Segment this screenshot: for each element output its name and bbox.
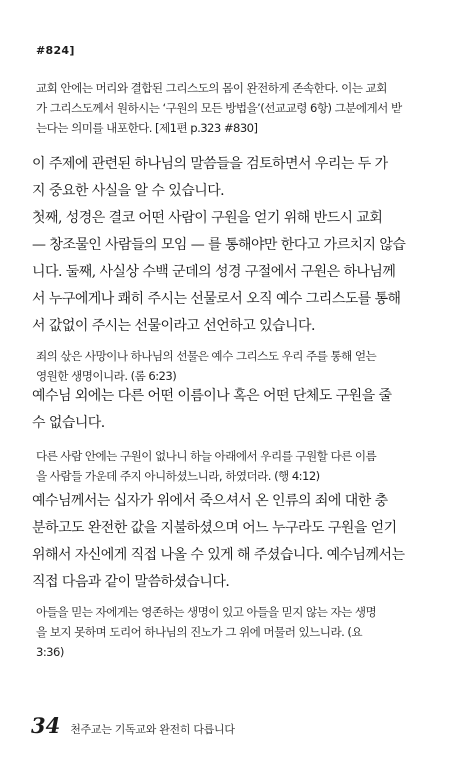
page-number: 34 [31,713,61,738]
body-paragraph-no-other-name: 예수님 외에는 다른 어떤 이름이나 혹은 어떤 단체도 구원을 줄 수 없습니다. [32,388,392,431]
catechism-quote: 교회 안에는 머리와 결합된 그리스도의 몸이 완전하게 존속한다. 이는 교회 가 그리스도께서 원하시는 ‘구원의 모든 방법을’(선교교령 6항) 그분에게서 받 는다는 의미를 내포한다. [제1편 p.323 #830] [36,81,402,135]
scripture-quote-romans: 죄의 삯은 사망이나 하나님의 선물은 예수 그리스도 우리 주를 통해 얻는 영원한 생명이니라. (롬 6:23) [36,349,377,383]
reference-marker: #824] [36,44,75,57]
body-paragraph-first-second: 첫째, 성경은 결코 어떤 사람이 구원을 얻기 위해 반드시 교회 — 창조물인 사람들의 모임 — 를 통해야만 한다고 가르치지 않습 니다. 둘째, 사실상 수백 군데의 성경 구절에서 구원은 하나님께 서 누구에게나 쾌히 주시는 선물로서 오직 예수 그리스도를 통해 서 값없이 주시는 선물이라고 선언하고 있습니다. [32,210,406,334]
scripture-quote-acts: 다른 사람 안에는 구원이 없나니 하늘 아래에서 우리를 구원할 다른 이름 을 사람들 가운데 주지 아니하셨느니라, 하였더라. (행 4:12) [36,449,377,483]
body-paragraph-cross: 예수님께서는 십자가 위에서 죽으셔서 온 인류의 죄에 대한 충 분하고도 완전한 값을 지불하셨으며 어느 누구라도 구원을 얻기 위해서 자신에게 직접 나올 수 있게 해 주셨습니다. 예수님께서는 직접 다음과 같이 말씀하셨습니다. [32,493,405,590]
page-footer [31,713,235,738]
scripture-quote-john: 아들을 믿는 자에게는 영존하는 생명이 있고 아들을 믿지 않는 자는 생명 을 보지 못하며 도리어 하나님의 진노가 그 위에 머물러 있느니라. (요 3:36) [36,605,377,659]
running-title: 천주교는 기독교와 완전히 다릅니다 [70,723,235,736]
body-paragraph-intro: 이 주제에 관련된 하나님의 말씀들을 검토하면서 우리는 두 가 지 중요한 사실을 알 수 있습니다. [32,156,388,199]
